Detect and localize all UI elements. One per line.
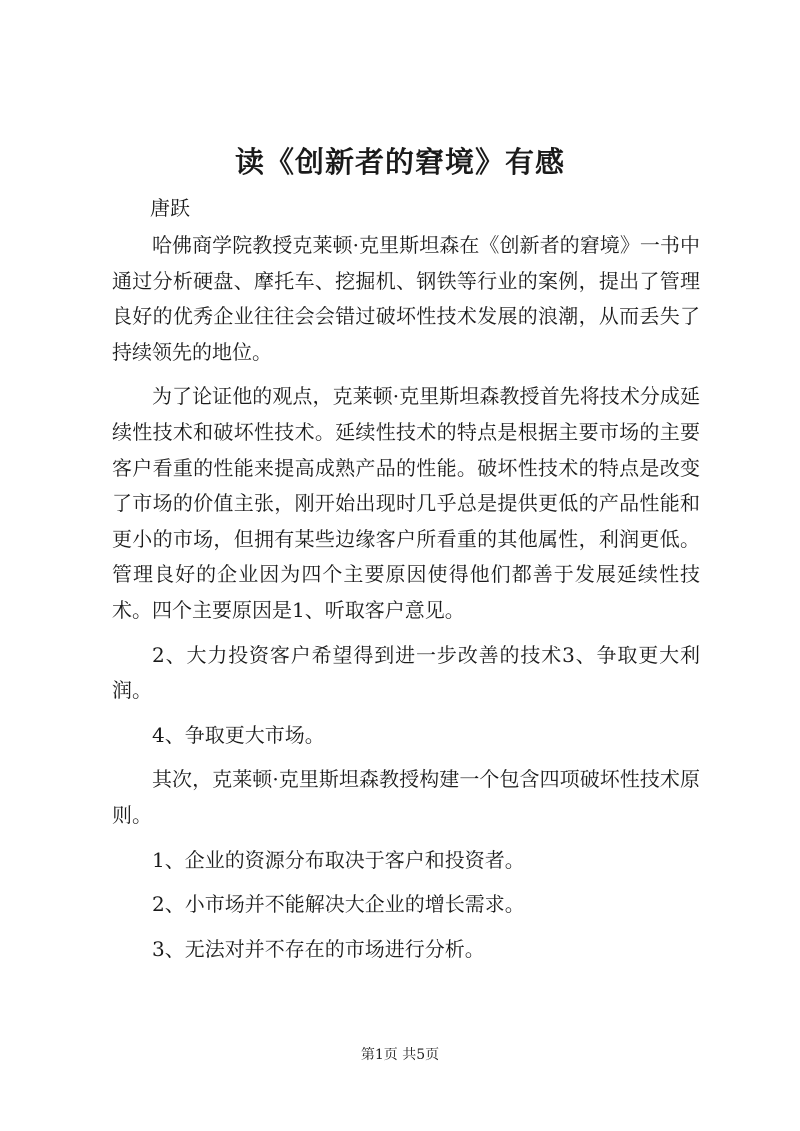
paragraph: 2、小市场并不能解决大企业的增长需求。	[152, 892, 525, 917]
paragraph: 1、企业的资源分布取决于客户和投资者。	[152, 847, 525, 872]
paragraph: 其次，克莱顿·克里斯坦森教授构建一个包含四项破坏性技术原则。	[112, 767, 700, 827]
paragraph: 哈佛商学院教授克莱顿·克里斯坦森在《创新者的窘境》一书中通过分析硬盘、摩托车、挖掘机、钢铁等行业的案例，提出了管理良好的优秀企业往往会会错过破坏性技术发展的浪潮，从而丢失了持续领先的地位。	[112, 233, 700, 364]
paragraph: 4、争取更大市场。	[152, 722, 325, 747]
page-number-footer: 第1页 共5页	[360, 1047, 440, 1063]
paragraph: 为了论证他的观点，克莱顿·克里斯坦森教授首先将技术分成延续性技术和破坏性技术。延续性技术的特点是根据主要市场的主要客户看重的性能来提高成熟产品的性能。破坏性技术的特点是改变了市场的价值主张，刚开始出现时几乎总是提供更低的产品性能和更小的市场，但拥有某些边缘客户所看重的其他属性，利润更低。管理良好的企业因为四个主要原因使得他们都善于发展延续性技术。四个主要原因是1、听取客户意见。	[112, 384, 700, 622]
document-body	[112, 228, 700, 976]
document-title: 读《创新者的窘境》有感	[234, 145, 565, 179]
paragraph: 2、大力投资客户希望得到进一步改善的技术3、争取更大利润。	[112, 642, 700, 703]
paragraph: 3、无法对并不存在的市场进行分析。	[152, 936, 485, 961]
author-name: 唐跃	[150, 196, 190, 220]
